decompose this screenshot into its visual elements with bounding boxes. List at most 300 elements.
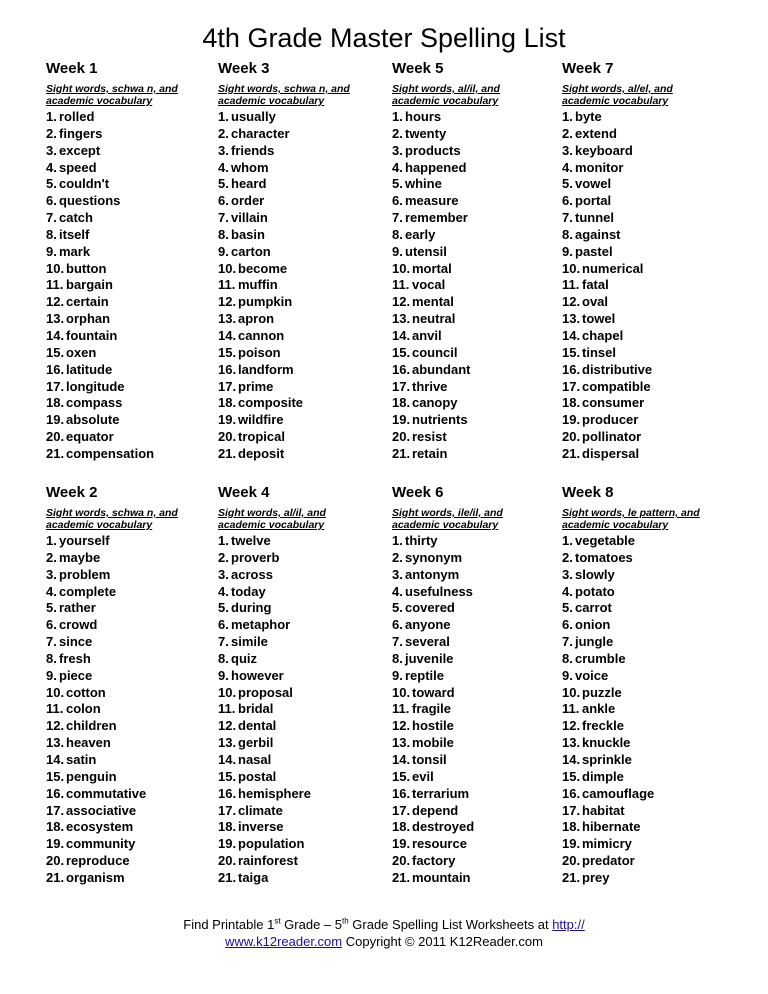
week-block [46, 60, 216, 463]
word-list-item [46, 735, 216, 752]
word-number: 21. [562, 869, 581, 885]
word-number: 15. [46, 768, 65, 784]
word-number: 18. [392, 819, 411, 835]
word-list-item [562, 294, 732, 311]
spelling-word: depend [412, 802, 459, 818]
word-list-item [392, 803, 562, 820]
word-list-item [46, 584, 216, 601]
spelling-word: camouflage [582, 785, 655, 801]
word-number: 10. [46, 684, 65, 700]
word-number: 4. [392, 159, 403, 175]
word-list-item [46, 160, 216, 177]
word-number: 12. [218, 718, 237, 734]
spelling-word: mortal [412, 260, 452, 276]
spelling-word: associative [66, 802, 137, 818]
word-list-item [392, 567, 562, 584]
word-list-item [392, 786, 562, 803]
word-number: 11. [218, 277, 236, 293]
spelling-word: simile [231, 634, 268, 650]
spelling-word: extend [575, 125, 617, 141]
word-list-item [46, 836, 216, 853]
footer-text-c: Grade Spelling List Worksheets at [348, 917, 553, 932]
word-number: 5. [392, 176, 403, 192]
word-number: 11. [46, 701, 64, 717]
word-number: 4. [218, 583, 229, 599]
week-subtitle [218, 507, 388, 533]
word-number: 3. [46, 142, 57, 158]
spelling-word: whine [405, 176, 442, 192]
word-list-item [46, 429, 216, 446]
word-number: 5. [392, 600, 403, 616]
word-number: 13. [218, 311, 237, 327]
word-number: 10. [562, 260, 581, 276]
word-number: 20. [392, 429, 411, 445]
spelling-word: monitor [575, 159, 624, 175]
spelling-word: problem [59, 566, 111, 582]
spelling-word: freckle [582, 718, 624, 734]
word-list-item [218, 109, 388, 126]
word-number: 13. [46, 311, 65, 327]
word-list-item [562, 143, 732, 160]
spelling-word: carrot [575, 600, 612, 616]
spelling-word: speed [59, 159, 97, 175]
word-number: 16. [218, 785, 237, 801]
word-number: 17. [562, 378, 581, 394]
word-list-item [46, 244, 216, 261]
word-number: 17. [218, 802, 237, 818]
word-list-item [562, 412, 732, 429]
word-number: 13. [46, 735, 65, 751]
word-list-item [46, 786, 216, 803]
word-list-item [46, 143, 216, 160]
spelling-word: utensil [405, 243, 447, 259]
week-block [562, 60, 732, 463]
word-list-item [562, 735, 732, 752]
word-list-item [562, 752, 732, 769]
spelling-word: fragile [412, 701, 452, 717]
word-list-item [562, 311, 732, 328]
word-list-item [218, 584, 388, 601]
word-number: 9. [218, 667, 229, 683]
spelling-word: mark [59, 243, 91, 259]
word-number: 6. [392, 617, 403, 633]
word-number: 5. [46, 176, 57, 192]
week-subtitle-line-1: Sight words, al/il, and [392, 83, 500, 95]
word-list-item [562, 533, 732, 550]
spelling-word: composite [238, 395, 304, 411]
word-list-item [562, 617, 732, 634]
spelling-word: against [575, 226, 621, 242]
week-title: Week 6 [392, 484, 444, 501]
word-number: 8. [218, 650, 229, 666]
word-number: 16. [562, 785, 581, 801]
spelling-word: abundant [412, 361, 471, 377]
word-list-item [218, 735, 388, 752]
spelling-word: byte [575, 109, 602, 124]
spelling-word: hours [405, 109, 442, 124]
week-subtitle-line-1: Sight words, schwa n, and [46, 83, 178, 95]
word-list [46, 109, 216, 463]
word-number: 17. [218, 378, 237, 394]
word-number: 18. [392, 395, 411, 411]
word-number: 4. [562, 159, 573, 175]
word-number: 2. [46, 125, 57, 141]
spelling-word: terrarium [412, 785, 470, 801]
week-subtitle [46, 83, 216, 109]
spelling-word: ankle [582, 701, 616, 717]
word-number: 14. [562, 327, 581, 343]
word-list-item [392, 362, 562, 379]
spelling-word: pastel [575, 243, 613, 259]
word-number: 5. [562, 600, 573, 616]
spelling-word: covered [405, 600, 455, 616]
word-list-item [46, 362, 216, 379]
word-list-item [218, 261, 388, 278]
word-list-item [392, 345, 562, 362]
word-list-item [562, 126, 732, 143]
spelling-word: poison [238, 344, 281, 360]
week-subtitle-line-2: academic vocabulary [392, 519, 499, 531]
word-list-item [46, 412, 216, 429]
word-number: 14. [46, 327, 65, 343]
word-number: 19. [46, 836, 65, 852]
word-number: 21. [392, 869, 411, 885]
week-title: Week 3 [218, 60, 270, 77]
word-number: 9. [562, 243, 573, 259]
word-number: 11. [562, 277, 580, 293]
word-number: 8. [46, 650, 57, 666]
spelling-word: crowd [59, 617, 98, 633]
word-number: 20. [218, 853, 237, 869]
word-list-item [218, 853, 388, 870]
word-number: 16. [218, 361, 237, 377]
word-list-item [392, 126, 562, 143]
word-list-item [46, 311, 216, 328]
week-subtitle [392, 507, 562, 533]
word-list-item [46, 617, 216, 634]
spelling-word: fingers [59, 125, 103, 141]
word-number: 19. [46, 412, 65, 428]
word-list-item [562, 718, 732, 735]
word-number: 18. [562, 395, 581, 411]
week-subtitle-line-2: academic vocabulary [562, 95, 669, 107]
spelling-word: satin [66, 751, 97, 767]
word-list-item [46, 870, 216, 887]
footer-link-part-2[interactable]: www.k12reader.com [225, 934, 343, 949]
word-list-item [392, 718, 562, 735]
word-number: 21. [46, 869, 65, 885]
word-number: 9. [218, 243, 229, 259]
word-list-item [562, 244, 732, 261]
page-title: 4th Grade Master Spelling List [202, 23, 566, 53]
spelling-word: several [405, 634, 450, 650]
week-block [218, 484, 388, 887]
spelling-word: order [231, 193, 265, 209]
spelling-word: orphan [66, 311, 111, 327]
word-number: 18. [562, 819, 581, 835]
spelling-word: measure [405, 193, 459, 209]
spelling-word: juvenile [405, 650, 454, 666]
word-list-item [46, 261, 216, 278]
spelling-word: habitat [582, 802, 625, 818]
word-list [46, 533, 216, 887]
word-list-item [46, 379, 216, 396]
spelling-word: chapel [582, 327, 624, 343]
spelling-word: commutative [66, 785, 147, 801]
spelling-word: tropical [238, 429, 285, 445]
word-list-item [218, 379, 388, 396]
word-number: 8. [562, 650, 573, 666]
spelling-word: rather [59, 600, 96, 616]
word-number: 3. [46, 566, 57, 582]
word-list-item [218, 429, 388, 446]
word-number: 14. [218, 751, 237, 767]
word-list-item [562, 550, 732, 567]
word-list-item [218, 412, 388, 429]
word-list-item [562, 819, 732, 836]
spelling-word: retain [412, 445, 448, 461]
word-number: 10. [562, 684, 581, 700]
spelling-word: piece [59, 667, 93, 683]
word-list-item [46, 294, 216, 311]
footer [0, 916, 768, 950]
word-list-item [562, 803, 732, 820]
word-number: 11. [562, 701, 580, 717]
word-number: 19. [218, 836, 237, 852]
word-number: 20. [392, 853, 411, 869]
spelling-word: evil [412, 768, 434, 784]
word-number: 11. [46, 277, 64, 293]
word-list-item [392, 109, 562, 126]
word-number: 9. [392, 667, 403, 683]
spelling-word: cannon [238, 327, 285, 343]
spelling-word: friends [231, 142, 275, 158]
spelling-word: button [66, 260, 107, 276]
word-list-item [218, 533, 388, 550]
week-block [392, 60, 562, 463]
word-number: 17. [46, 378, 65, 394]
word-number: 10. [218, 260, 237, 276]
word-number: 19. [562, 836, 581, 852]
word-list-item [562, 277, 732, 294]
spelling-word: proverb [231, 549, 280, 565]
word-number: 9. [46, 667, 57, 683]
footer-link-part-1[interactable]: http:// [552, 917, 585, 932]
word-list-item [392, 429, 562, 446]
spelling-word: except [59, 142, 101, 158]
word-number: 6. [562, 193, 573, 209]
week-subtitle-line-1: Sight words, ile/il, and [392, 507, 503, 519]
word-list [562, 533, 732, 887]
word-number: 12. [218, 294, 237, 310]
week-title: Week 4 [218, 484, 270, 501]
word-list-item [218, 786, 388, 803]
spelling-word: compatible [582, 378, 651, 394]
spelling-word: mental [412, 294, 454, 310]
word-number: 17. [46, 802, 65, 818]
spelling-word: however [231, 667, 284, 683]
word-number: 21. [392, 445, 411, 461]
spelling-word: thrive [412, 378, 448, 394]
word-number: 7. [562, 634, 573, 650]
word-number: 14. [562, 751, 581, 767]
spelling-word: since [59, 634, 93, 650]
word-list-item [392, 701, 562, 718]
spelling-word: absolute [66, 412, 120, 428]
spelling-word: whom [231, 159, 269, 175]
word-list-item [562, 634, 732, 651]
spelling-word: itself [59, 226, 90, 242]
word-number: 7. [562, 210, 573, 226]
word-number: 21. [46, 445, 65, 461]
word-list-item [46, 227, 216, 244]
word-number: 15. [218, 344, 237, 360]
word-list-item [392, 143, 562, 160]
spelling-word: happened [405, 159, 467, 175]
word-list-item [46, 567, 216, 584]
word-list-item [562, 109, 732, 126]
word-list-item [46, 176, 216, 193]
word-number: 10. [46, 260, 65, 276]
spelling-word: vocal [412, 277, 446, 293]
word-list-item [46, 193, 216, 210]
spelling-word: heaven [66, 735, 111, 751]
word-number: 11. [392, 701, 410, 717]
word-list [562, 109, 732, 463]
week-subtitle-line-2: academic vocabulary [46, 95, 153, 107]
word-number: 5. [46, 600, 57, 616]
word-list-item [218, 176, 388, 193]
spelling-word: landform [238, 361, 294, 377]
word-list-item [392, 600, 562, 617]
word-list-item [562, 651, 732, 668]
spelling-word: slowly [575, 566, 615, 582]
word-list-item [218, 752, 388, 769]
spelling-word: numerical [582, 260, 644, 276]
word-list-item [46, 277, 216, 294]
spelling-word: crumble [575, 650, 626, 666]
spelling-word: canopy [412, 395, 458, 411]
spelling-word: toward [412, 684, 455, 700]
spelling-word: rainforest [238, 853, 298, 869]
word-list-item [46, 701, 216, 718]
word-list-item [218, 651, 388, 668]
week-subtitle-line-1: Sight words, al/il, and [218, 507, 326, 519]
word-number: 20. [46, 853, 65, 869]
word-number: 7. [218, 210, 229, 226]
word-list-item [562, 160, 732, 177]
word-list [218, 533, 388, 887]
spelling-word: dental [238, 718, 277, 734]
word-list-item [218, 244, 388, 261]
word-list-item [218, 362, 388, 379]
word-number: 10. [392, 684, 411, 700]
spelling-word: during [231, 600, 272, 616]
week-subtitle [218, 83, 388, 109]
word-list-item [218, 345, 388, 362]
spelling-word: today [231, 583, 266, 599]
word-list-item [46, 446, 216, 463]
spelling-word: tonsil [412, 751, 447, 767]
word-list-item [218, 634, 388, 651]
spelling-word: nutrients [412, 412, 468, 428]
word-list-item [562, 379, 732, 396]
word-number: 11. [392, 277, 410, 293]
word-list-item [46, 752, 216, 769]
week-block [392, 484, 562, 887]
word-list-item [46, 853, 216, 870]
spelling-word: usually [231, 109, 276, 124]
word-list-item [218, 395, 388, 412]
word-number: 13. [392, 311, 411, 327]
word-number: 18. [218, 819, 237, 835]
word-number: 14. [218, 327, 237, 343]
spelling-word: complete [59, 583, 117, 599]
spelling-word: yourself [59, 533, 110, 548]
spelling-word: quiz [231, 650, 257, 666]
word-number: 5. [218, 176, 229, 192]
week-subtitle-line-2: academic vocabulary [218, 95, 325, 107]
week-subtitle-line-1: Sight words, schwa n, and [46, 507, 178, 519]
week-subtitle [562, 507, 732, 533]
spelling-word: carton [231, 243, 271, 259]
word-list-item [392, 227, 562, 244]
week-title: Week 7 [562, 60, 614, 77]
word-number: 21. [562, 445, 581, 461]
word-number: 2. [218, 125, 229, 141]
word-list-item [392, 395, 562, 412]
word-number: 2. [46, 549, 57, 565]
word-number: 2. [562, 125, 573, 141]
word-number: 8. [562, 226, 573, 242]
spelling-word: sprinkle [582, 751, 632, 767]
spelling-word: antonym [405, 566, 460, 582]
word-list [218, 109, 388, 463]
spelling-word: early [405, 226, 436, 242]
spelling-word: population [238, 836, 305, 852]
word-number: 18. [218, 395, 237, 411]
spelling-word: apron [238, 311, 275, 327]
spelling-word: become [238, 260, 288, 276]
word-list-item [218, 701, 388, 718]
word-number: 15. [392, 344, 411, 360]
week-subtitle [562, 83, 732, 109]
word-number: 11. [218, 701, 236, 717]
word-number: 7. [46, 634, 57, 650]
spelling-word: puzzle [582, 684, 622, 700]
word-list-item [392, 446, 562, 463]
spelling-word: consumer [582, 395, 645, 411]
spelling-word: wildfire [238, 412, 284, 428]
spelling-word: nasal [238, 751, 272, 767]
word-list-item [392, 634, 562, 651]
spelling-word: tomatoes [575, 549, 633, 565]
word-list-item [218, 227, 388, 244]
spelling-word: towel [582, 311, 616, 327]
spelling-word: penguin [66, 768, 117, 784]
word-list-item [562, 668, 732, 685]
word-number: 1. [218, 533, 229, 548]
spelling-word: vowel [575, 176, 612, 192]
word-list-item [392, 261, 562, 278]
word-list-item [218, 718, 388, 735]
week-subtitle-line-2: academic vocabulary [46, 519, 153, 531]
word-number: 20. [46, 429, 65, 445]
word-number: 6. [218, 617, 229, 633]
word-list-item [218, 668, 388, 685]
spelling-word: inverse [238, 819, 284, 835]
word-number: 6. [392, 193, 403, 209]
